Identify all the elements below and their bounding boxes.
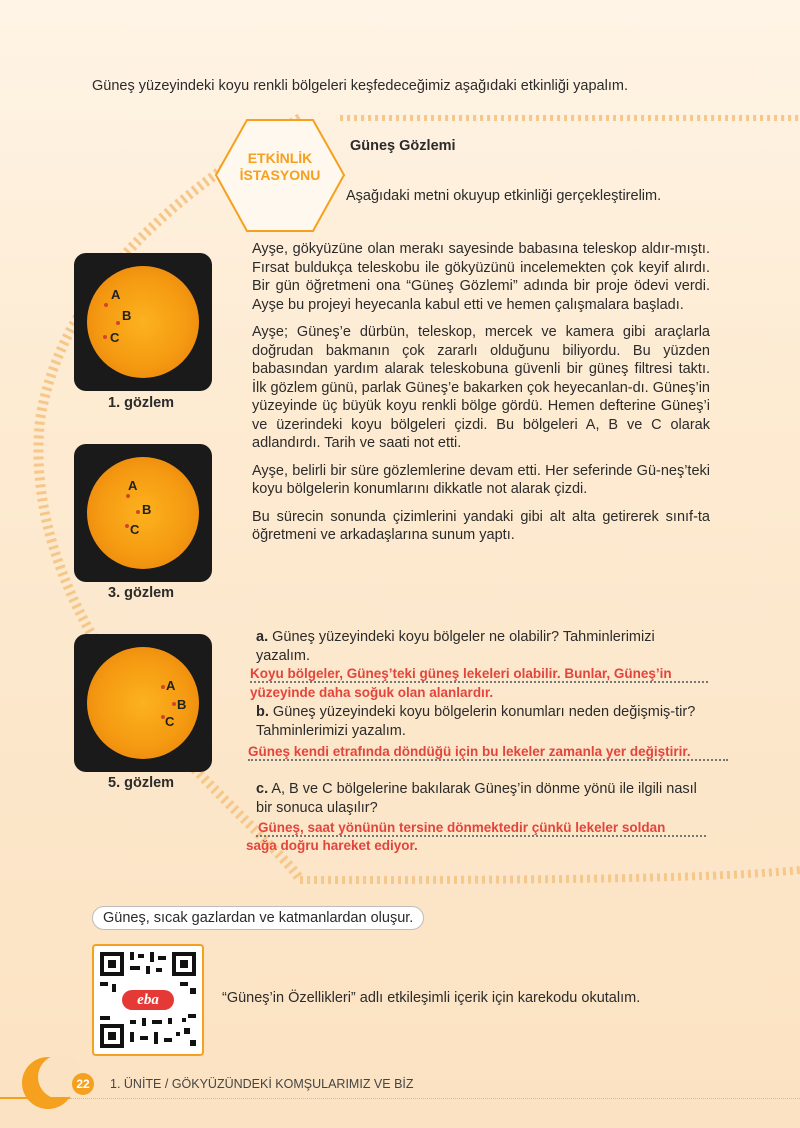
qr-instruction: “Güneş’in Özellikleri” adlı etkileşimli içerik için karekodu okutalım. <box>222 990 641 1006</box>
answer-b: Güneş kendi etrafında döndüğü için bu lekeler zamanla yer değiştirir. <box>248 744 691 759</box>
sunspot-b <box>116 321 120 325</box>
question-b <box>256 703 710 741</box>
question-letter: c. <box>256 781 269 797</box>
sunspot-label-b: B <box>177 697 187 712</box>
activity-subtitle: Aşağıdaki metni okuyup etkinliği gerçekleştirelim. <box>346 188 662 204</box>
sunspot-label-c: C <box>110 330 120 345</box>
answer-c-line2: sağa doğru hareket ediyor. <box>246 838 418 853</box>
sun-observation-5 <box>74 634 212 772</box>
sunspot-c <box>103 335 107 339</box>
observation-caption: 3. gözlem <box>108 585 175 601</box>
sunspot-label-c: C <box>130 522 140 537</box>
observation-caption: 1. gözlem <box>108 395 175 411</box>
eba-logo: eba <box>122 990 174 1010</box>
activity-badge <box>214 150 346 184</box>
sunspot-label-a: A <box>111 287 121 302</box>
story-paragraph: Ayşe; Güneş’e dürbün, teleskop, mercek ve kamera gibi araçlarla doğrudan bakmanın çok zararlı olduğunu biliyordu. Bu yüzden babasından yardım alarak teleskobuna güvenli bir güneş filtresi taktı. İlk gözlem günü, parlak Güneş’e bakarken çok heyecanlan-dı. Güneş’in yüzeyinde üç büyük koyu renkli bölge gördü. Hemen defterine Güneş’i ve üzerindeki koyu bölgeleri çizdi. Bu bölgeleri A, B ve C olarak adlandırdı. Tarih ve saati not etti. <box>252 324 710 451</box>
sunspot-label-b: B <box>142 502 152 517</box>
sun-observation-3 <box>74 444 212 582</box>
question-a <box>256 628 710 666</box>
story-paragraph: Ayşe, gökyüzüne olan merakı sayesinde babasına teleskop aldır-mıştı. Fırsat buldukça teleskobu ile gökyüzünü incelemekten çok keyif alırdı. Bir gün öğretmeni ona “Güneş Gözlemi” adında bir proje ödevi verdi. Ayşe bu projeyi heyecanla kabul etti ve hemen çalışmalara başladı. <box>252 241 710 313</box>
sunspot-a <box>104 303 108 307</box>
sunspot-a <box>161 685 165 689</box>
sun-disc <box>87 266 199 378</box>
activity-badge-line2: İSTASYONU <box>239 167 321 183</box>
question-c <box>256 780 710 818</box>
sun-observation-1 <box>74 253 212 391</box>
sunspot-label-a: A <box>128 478 138 493</box>
story-paragraph: Bu sürecin sonunda çizimlerini yandaki gibi alt alta getirerek sınıf-ta öğretmeni ve arkadaşlarına sunum yaptı. <box>252 508 710 543</box>
fact-box: Güneş, sıcak gazlardan ve katmanlardan oluşur. <box>92 906 424 930</box>
question-text: Güneş yüzeyindeki koyu bölgelerin konumları neden değişmiş-tir? Tahminlerimizi yazalım. <box>256 704 696 739</box>
answer-a-line1: Koyu bölgeler, Güneş’teki güneş lekeleri olabilir. Bunlar, Güneş’in <box>250 666 672 681</box>
unit-title: 1. ÜNİTE / GÖKYÜZÜNDEKİ KOMŞULARIMIZ VE BİZ <box>110 1077 414 1091</box>
question-text: Güneş yüzeyindeki koyu bölgeler ne olabilir? Tahminlerimizi yazalım. <box>256 629 655 664</box>
observation-caption: 5. gözlem <box>108 775 175 791</box>
answer-c-line1: Güneş, saat yönünün tersine dönmektedir çünkü lekeler soldan <box>258 820 666 835</box>
sunspot-label-a: A <box>166 678 176 693</box>
qr-code[interactable] <box>92 944 204 1056</box>
sunspot-label-c: C <box>165 714 175 729</box>
intro-text: Güneş yüzeyindeki koyu renkli bölgeleri keşfedeceğimiz aşağıdaki etkinliği yapalım. <box>92 78 628 94</box>
sunspot-b <box>136 510 140 514</box>
activity-badge-line1: ETKİNLİK <box>247 150 313 166</box>
sunspot-a <box>126 494 130 498</box>
sunspot-b <box>172 702 176 706</box>
answer-line <box>248 759 728 761</box>
activity-title: Güneş Gözlemi <box>350 138 456 154</box>
sunspot-label-b: B <box>122 308 132 323</box>
footer-divider <box>70 1098 800 1099</box>
page-number: 22 <box>72 1073 94 1095</box>
question-letter: b. <box>256 704 269 720</box>
question-text: A, B ve C bölgelerine bakılarak Güneş’in dönme yönü ile ilgili nasıl bir sonuca ulaşılır? <box>256 781 697 816</box>
sunspot-c <box>125 524 129 528</box>
story-text <box>252 240 710 554</box>
story-paragraph: Ayşe, belirli bir süre gözlemlerine devam etti. Her seferinde Gü-neş’teki koyu bölgelerin konumlarını dikkatle not alarak çizdi. <box>252 462 710 497</box>
answer-a-line2: yüzeyinde daha soğuk olan alanlardır. <box>250 685 494 700</box>
question-letter: a. <box>256 629 269 645</box>
